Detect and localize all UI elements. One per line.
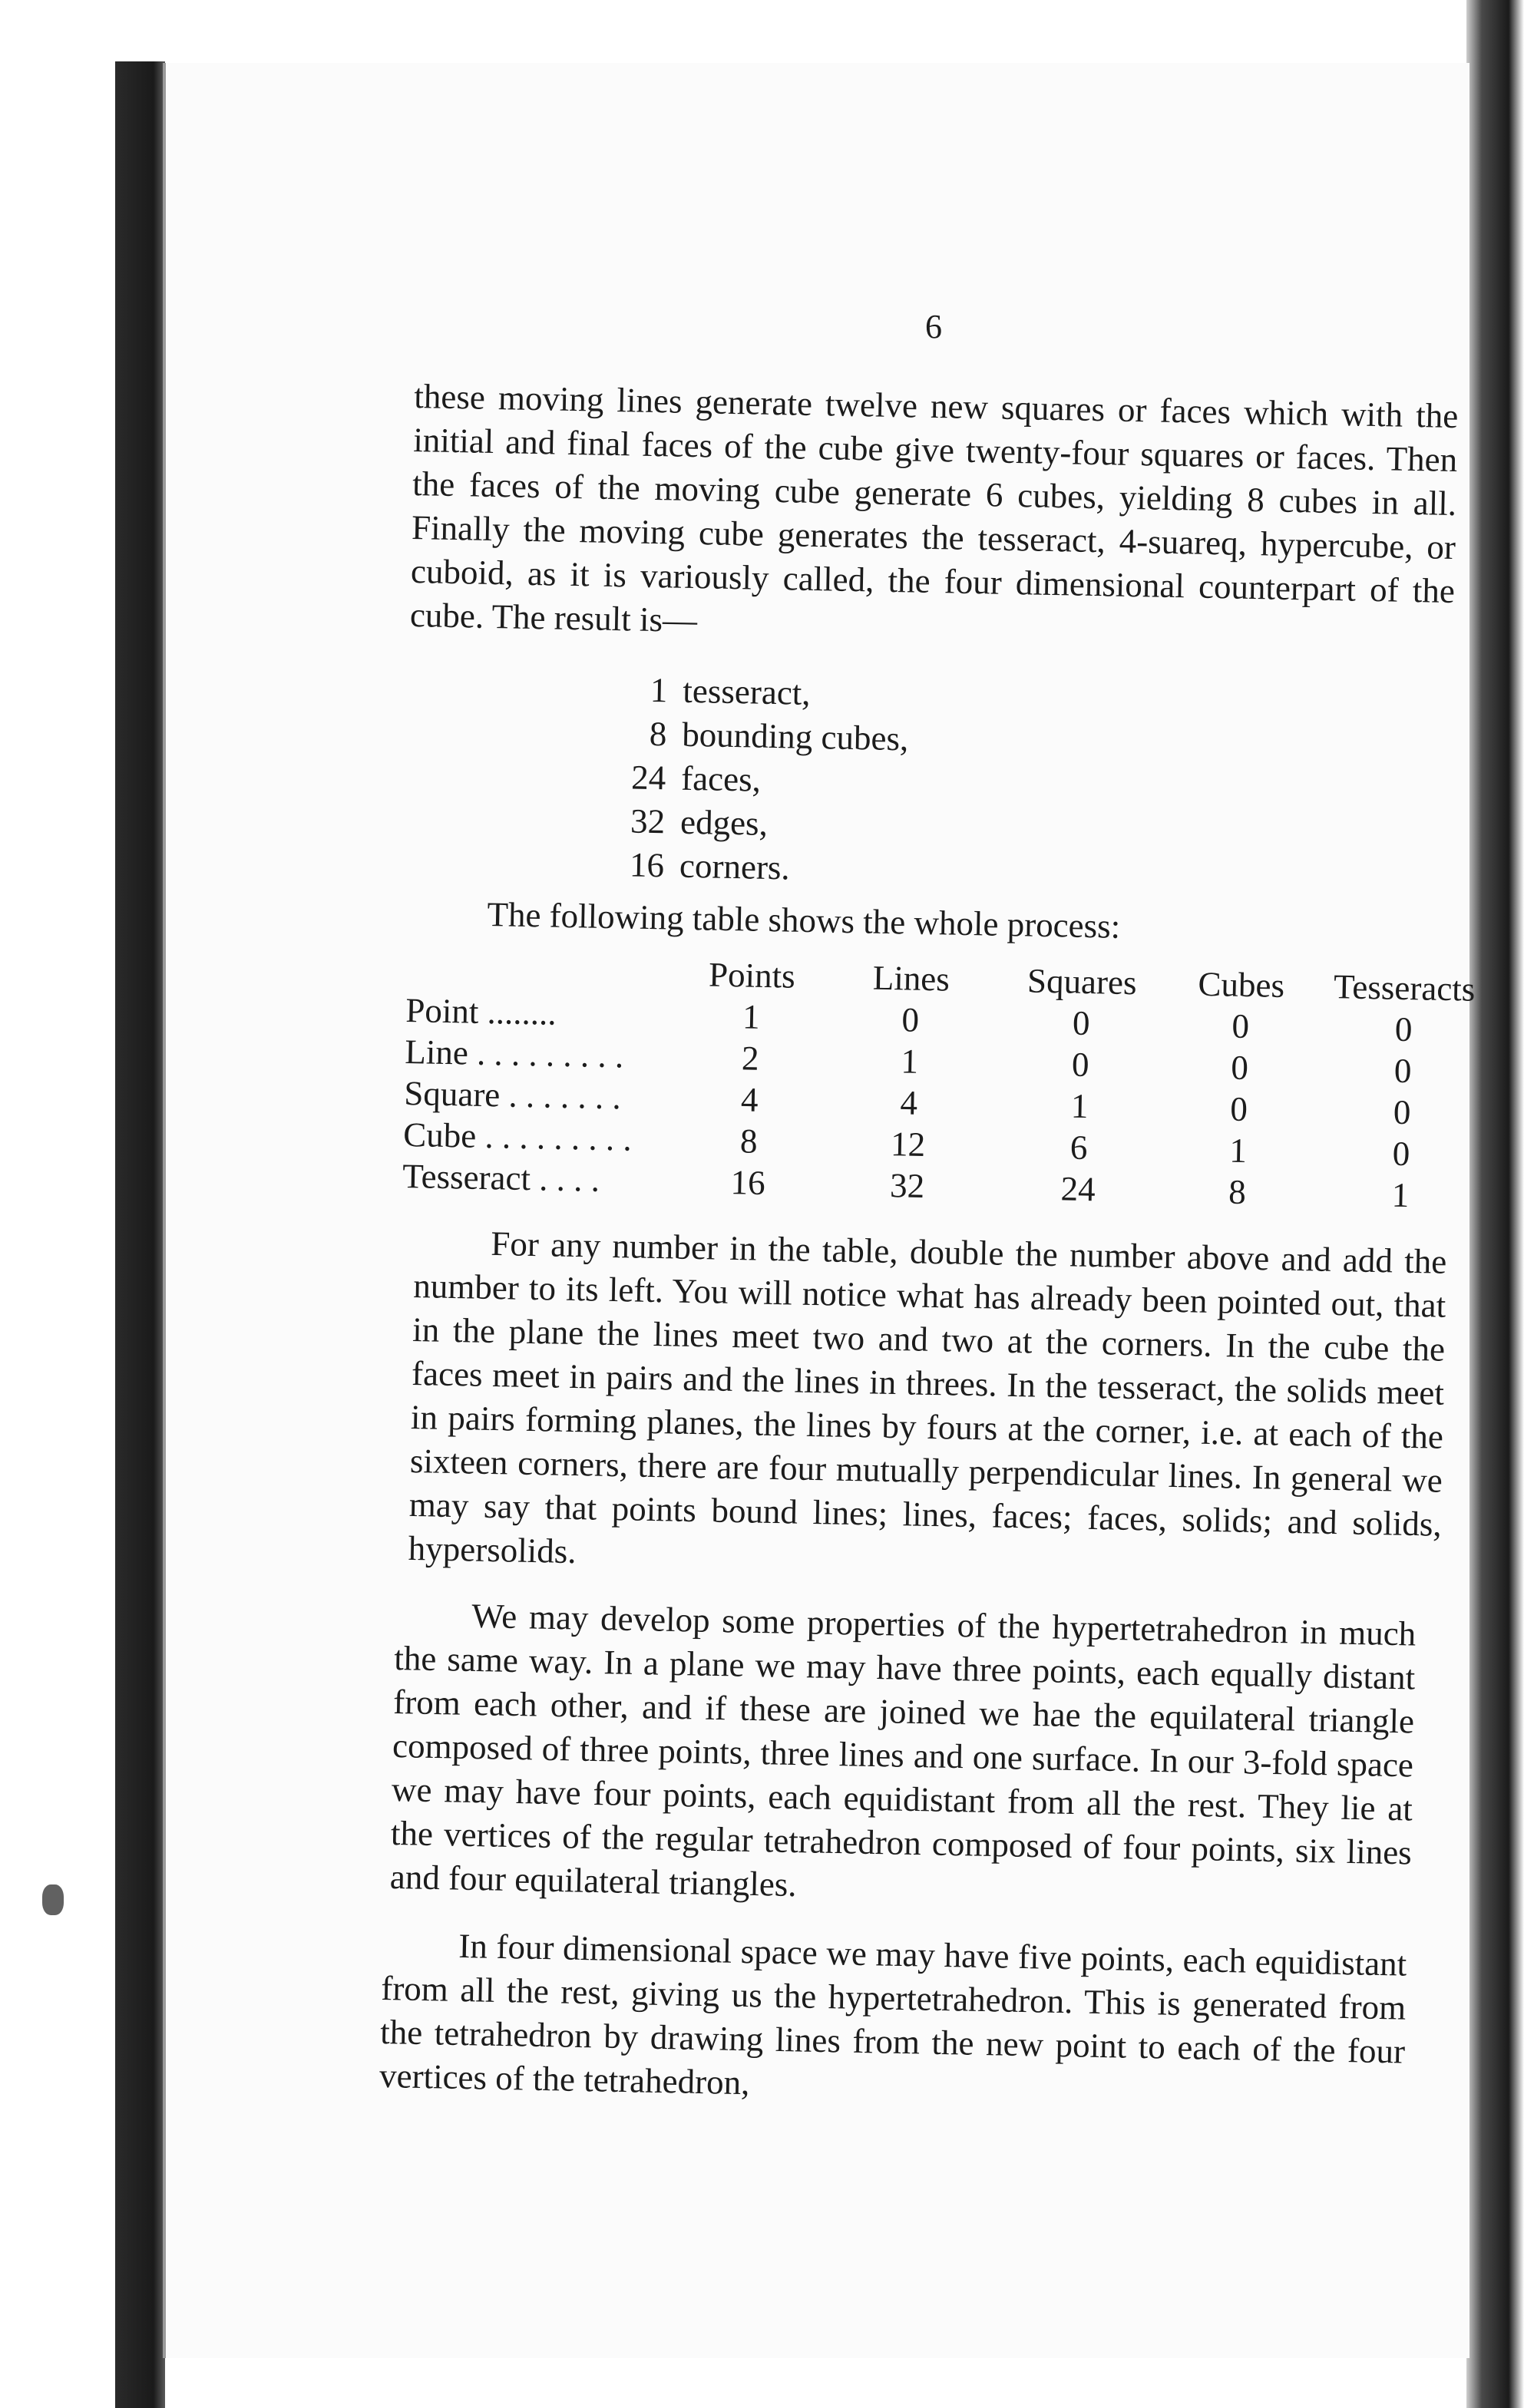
result-label: faces, [680,758,762,799]
table-header-cell: Points [708,955,796,996]
table-cell: 0 [1392,1134,1410,1174]
scan-border-top [115,0,1466,61]
row-label: Cube . . . . . . . . . [402,1115,633,1158]
scan-border-left [0,0,165,2408]
table-cell: 8 [1228,1172,1247,1212]
paragraph-4-text: In four dimensional space we may have five points, each equidistant from all the rest, giving us the hypertetrahedron. This is generated from the tetrahedron by drawing lines from the new point to each of the four vertices of the tetrahedron, [379,1926,1407,2102]
table-cell: 1 [1228,1131,1248,1171]
table-cell: 1 [901,1042,919,1081]
result-count: 1 [650,670,668,710]
table-cell: 1 [1070,1086,1089,1126]
scan-blemish [42,1884,64,1915]
table-header-cell: Lines [872,958,950,999]
table-header-cell [406,948,676,995]
result-label: corners. [679,846,791,887]
table-cell: 1 [1391,1175,1410,1215]
result-item [611,799,907,848]
paragraph-3-text: We may develop some properties of the hypertetrahedron in much the same way. In a plane we may have three points, each equally distant from each other, and if these are joined we hae the equilateral triangle composed of three points, three lines and one surface. In our 3-fold space we may have four points, each equidistant from all the rest. They lie at the vertices of the regular tetrahedron composed of four points, six lines and four equilateral triangles. [389,1596,1417,1904]
result-label: edges, [679,802,769,843]
page-number: 6 [925,308,942,345]
table-cell: 0 [1393,1051,1412,1091]
paragraph-2-text: For any number in the table, double the number above and add the number to its left. You will notice what has already been pointed out, that in the plane the lines meet two and two at the corners. In the cube the faces meet in pairs and the lines in threes. In the tesseract, the solids meet in pairs forming planes, the lines by fours at the corner, i.e. at each of the sixteen corners, there are four mutually perpendicular lines. In general we may say that points bound lines; lines, faces; faces, solids; and solids, hypersolids. [408,1224,1447,1571]
result-count: 32 [630,801,666,841]
table-header-cell: Tesseracts [1333,967,1476,1009]
result-count: 8 [649,714,667,754]
row-label: Square . . . . . . . [403,1073,622,1117]
row-label: Line . . . . . . . . . [404,1032,624,1075]
table-cell: 24 [1060,1169,1096,1209]
result-item [612,755,908,804]
table-cell: 32 [889,1166,925,1205]
paragraph-3 [389,1593,1416,1918]
table-cell: 6 [1069,1128,1088,1168]
result-item [610,843,907,892]
paragraph-2 [408,1221,1447,1590]
table-cell: 0 [1071,1045,1089,1085]
table-cell: 4 [900,1083,918,1122]
row-label: Tesseract . . . . [402,1156,600,1199]
table-header-cell: Squares [1026,961,1138,1003]
table-cell: 0 [901,1000,920,1039]
result-count: 16 [629,845,665,885]
table-cell: 0 [1231,1006,1250,1046]
table-cell: 2 [741,1039,760,1078]
table-cell: 0 [1394,1009,1413,1049]
table-header-cell: Cubes [1198,964,1285,1005]
result-label: bounding cubes, [681,715,909,758]
table-cell: 8 [739,1121,758,1161]
result-item [613,712,909,761]
table-intro: The following table shows the whole process: [487,894,1121,946]
process-table [402,948,1497,1217]
result-count: 24 [630,758,666,798]
table-cell: 0 [1393,1092,1411,1132]
table-cell: 0 [1230,1048,1249,1088]
table-cell: 16 [730,1163,766,1203]
result-list [610,668,910,892]
table-cell: 4 [740,1080,759,1119]
paragraph-1-text: these moving lines generate twelve new squares or faces which with the initial and final faces of the cube give twenty-four squares or faces. Then the faces of the moving cube generate 6 cubes, yielding 8 cubes in all. Finally the moving cube generates the tesseract, 4-suareq, hypercube, or cuboid, as it is variously called, the four dimensional counterpart of the cube. The result is— [409,376,1459,640]
paragraph-4 [379,1923,1407,2118]
paragraph-1 [409,375,1458,657]
table-cell: 0 [1229,1089,1248,1129]
result-item [613,668,910,717]
table-cell: 0 [1072,1003,1091,1043]
table-cell: 1 [742,997,761,1036]
row-label: Point ........ [405,990,557,1032]
table-cell: 12 [890,1125,926,1164]
result-label: tesseract, [682,671,812,712]
